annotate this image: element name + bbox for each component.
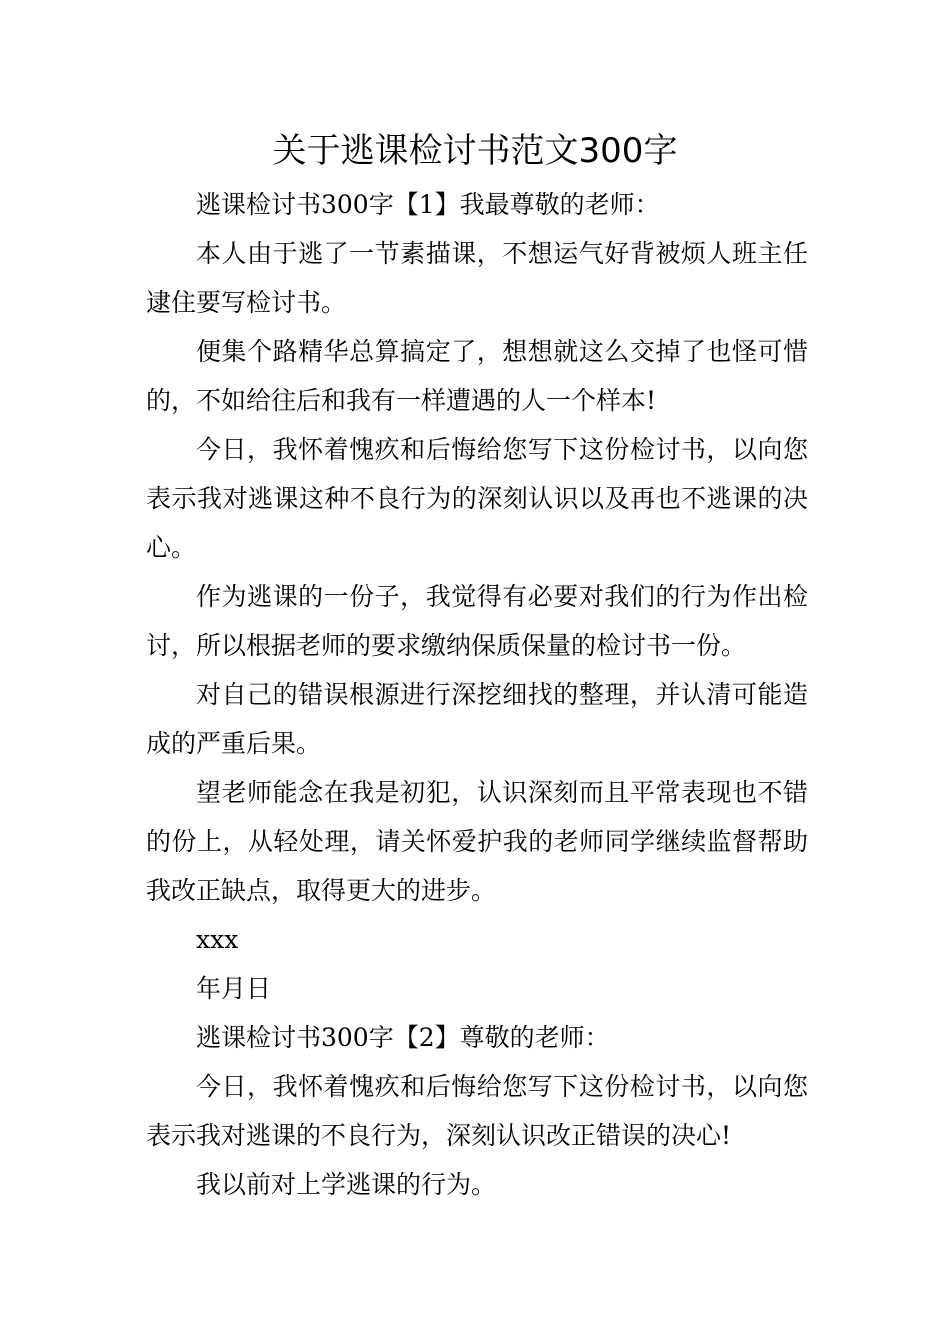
paragraph: 逃课检讨书300字【1】我最尊敬的老师： bbox=[196, 190, 660, 219]
paragraph: 我以前对上学逃课的行为。 bbox=[196, 1170, 497, 1199]
paragraph: 今日，我怀着愧疚和后悔给您写下这份检讨书，以向您表示我对逃课这种不良行为的深刻认识以及再也不逃课的决心。 bbox=[146, 435, 808, 562]
signature: xxx bbox=[196, 925, 239, 954]
document-body bbox=[146, 180, 808, 1209]
date-line: 年月日 bbox=[196, 974, 272, 1003]
paragraph: 便集个路精华总算搞定了，想想就这么交掉了也怪可惜的，不如给往后和我有一样遭遇的人一个样本! bbox=[146, 337, 808, 415]
paragraph: 逃课检讨书300字【2】尊敬的老师： bbox=[196, 1023, 610, 1052]
paragraph: 本人由于逃了一节素描课，不想运气好背被烦人班主任逮住要写检讨书。 bbox=[146, 239, 808, 317]
paragraph: 望老师能念在我是初犯，认识深刻而且平常表现也不错的份上，从轻处理，请关怀爱护我的老师同学继续监督帮助我改正缺点，取得更大的进步。 bbox=[146, 778, 808, 905]
paragraph: 作为逃课的一份子，我觉得有必要对我们的行为作出检讨，所以根据老师的要求缴纳保质保量的检讨书一份。 bbox=[146, 582, 808, 660]
document-title: 关于逃课检讨书范文300字 bbox=[272, 131, 678, 171]
paragraph: 今日，我怀着愧疚和后悔给您写下这份检讨书，以向您表示我对逃课的不良行为，深刻认识改正错误的决心! bbox=[146, 1072, 808, 1150]
paragraph: 对自己的错误根源进行深挖细找的整理，并认清可能造成的严重后果。 bbox=[146, 680, 808, 758]
